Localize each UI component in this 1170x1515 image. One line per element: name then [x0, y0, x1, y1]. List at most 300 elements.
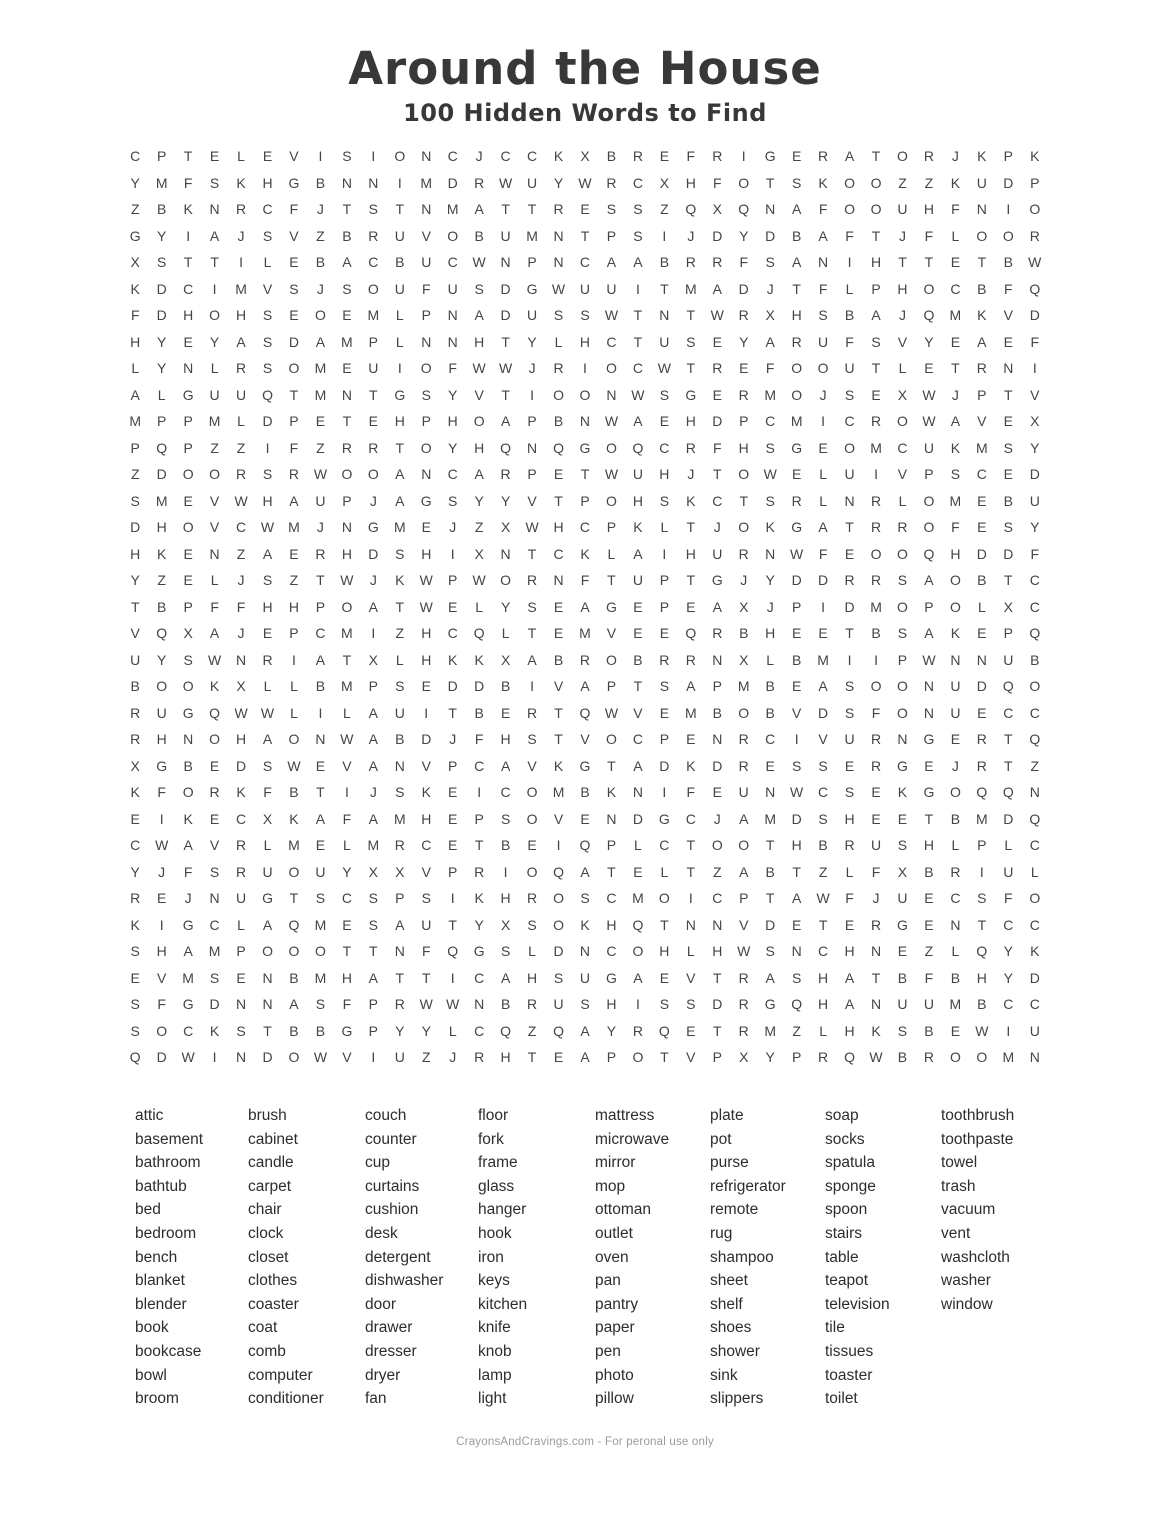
- grid-letter: D: [712, 227, 723, 244]
- grid-letter: N: [394, 757, 405, 774]
- grid-letter: R: [844, 572, 855, 589]
- grid-letter: R: [685, 254, 696, 271]
- word-search-grid-container: [122, 143, 1048, 1071]
- grid-letter: E: [977, 492, 987, 509]
- grid-letter: I: [371, 1049, 376, 1066]
- grid-letter: E: [950, 1022, 961, 1039]
- grid-letter: R: [685, 651, 696, 668]
- grid-letter: E: [448, 810, 458, 827]
- grid-letter: P: [924, 466, 934, 483]
- grid-letter: X: [130, 254, 140, 271]
- grid-letter: Q: [579, 704, 591, 721]
- grid-letter: E: [791, 148, 802, 165]
- grid-letter: L: [660, 519, 669, 536]
- grid-letter: G: [420, 492, 432, 509]
- grid-letter: Q: [473, 625, 485, 642]
- grid-letter: B: [342, 227, 352, 244]
- grid-letter: F: [1030, 545, 1040, 562]
- grid-letter: R: [659, 651, 670, 668]
- word-list-column: [478, 1104, 595, 1411]
- grid-letter: W: [340, 572, 354, 589]
- grid-letter: G: [526, 280, 538, 297]
- grid-letter: A: [633, 254, 643, 271]
- grid-letter: S: [977, 890, 987, 907]
- grid-letter: U: [897, 996, 908, 1013]
- grid-letter: N: [394, 943, 405, 960]
- page-title: Around the House: [348, 42, 822, 95]
- grid-letter: S: [1003, 519, 1013, 536]
- grid-letter: F: [1004, 890, 1013, 907]
- grid-letter: C: [447, 625, 458, 642]
- grid-letter: R: [818, 1049, 829, 1066]
- grid-letter: W: [313, 1049, 328, 1066]
- word-item: vacuum: [941, 1201, 996, 1219]
- grid-letter: H: [844, 810, 855, 827]
- grid-letter: B: [765, 678, 775, 695]
- grid-letter: H: [844, 1022, 855, 1039]
- word-item: brush: [248, 1107, 287, 1124]
- grid-letter: N: [579, 413, 591, 430]
- grid-letter: G: [182, 704, 194, 721]
- grid-letter: B: [553, 413, 564, 430]
- grid-letter: U: [527, 307, 538, 324]
- grid-letter: T: [263, 1022, 272, 1039]
- grid-letter: T: [316, 572, 325, 589]
- grid-letter: P: [871, 280, 881, 297]
- grid-letter: F: [448, 360, 457, 377]
- grid-letter: L: [898, 360, 907, 377]
- grid-letter: E: [130, 969, 140, 986]
- word-item: blanket: [135, 1272, 185, 1290]
- grid-letter: S: [686, 333, 696, 350]
- grid-letter: G: [897, 916, 908, 933]
- grid-letter: C: [1029, 572, 1040, 589]
- grid-letter: E: [421, 519, 431, 536]
- grid-letter: N: [606, 810, 617, 827]
- grid-letter: T: [845, 625, 854, 642]
- grid-letter: G: [791, 439, 803, 456]
- grid-letter: B: [553, 651, 564, 668]
- grid-letter: Y: [448, 439, 458, 456]
- word-item: socks: [825, 1130, 865, 1148]
- grid-letter: Z: [924, 174, 934, 191]
- word-item: television: [825, 1295, 890, 1313]
- grid-letter: H: [553, 519, 564, 536]
- word-item: chair: [248, 1201, 282, 1219]
- word-item: tile: [825, 1319, 845, 1337]
- grid-letter: B: [871, 625, 881, 642]
- grid-letter: J: [316, 201, 324, 218]
- grid-letter: B: [791, 651, 802, 668]
- grid-letter: L: [210, 572, 219, 589]
- grid-letter: Y: [1003, 969, 1013, 986]
- grid-letter: I: [741, 148, 746, 165]
- grid-letter: S: [765, 492, 775, 509]
- word-item: cup: [365, 1154, 390, 1172]
- grid-letter: N: [262, 996, 273, 1013]
- grid-letter: D: [818, 704, 829, 721]
- word-item: kitchen: [478, 1295, 528, 1313]
- grid-letter: D: [262, 413, 273, 430]
- grid-letter: P: [474, 810, 484, 827]
- grid-letter: T: [686, 360, 696, 377]
- grid-letter: R: [738, 969, 749, 986]
- grid-letter: E: [686, 731, 696, 748]
- grid-letter: S: [659, 492, 670, 509]
- grid-letter: I: [662, 227, 667, 244]
- grid-letter: T: [527, 201, 537, 218]
- grid-letter: R: [738, 386, 749, 403]
- grid-letter: T: [765, 174, 775, 191]
- grid-letter: B: [897, 1049, 908, 1066]
- word-item: clothes: [248, 1272, 298, 1290]
- grid-letter: O: [209, 307, 221, 324]
- grid-letter: F: [474, 731, 484, 748]
- grid-letter: V: [527, 757, 537, 774]
- grid-letter: Q: [447, 943, 459, 960]
- grid-letter: E: [448, 837, 458, 854]
- grid-letter: F: [951, 201, 960, 218]
- grid-letter: H: [685, 413, 696, 430]
- grid-letter: T: [501, 201, 510, 218]
- grid-letter: U: [897, 201, 908, 218]
- grid-letter: C: [421, 837, 432, 854]
- grid-letter: S: [659, 678, 670, 695]
- word-item: outlet: [595, 1224, 633, 1242]
- grid-letter: D: [738, 280, 749, 297]
- grid-letter: I: [503, 863, 508, 880]
- grid-letter: R: [235, 360, 247, 377]
- grid-letter: C: [1029, 916, 1040, 933]
- grid-letter: E: [315, 413, 326, 430]
- grid-letter: I: [847, 254, 852, 271]
- grid-letter: T: [951, 360, 960, 377]
- grid-letter: W: [737, 943, 751, 960]
- grid-letter: X: [739, 651, 749, 668]
- grid-letter: E: [659, 148, 670, 165]
- grid-letter: V: [421, 757, 431, 774]
- grid-letter: N: [791, 943, 802, 960]
- grid-letter: Y: [421, 1022, 431, 1039]
- grid-letter: K: [580, 545, 590, 562]
- grid-letter: A: [527, 651, 537, 668]
- grid-letter: E: [448, 598, 458, 615]
- grid-letter: J: [951, 757, 959, 774]
- grid-letter: J: [713, 519, 721, 536]
- word-item: bench: [135, 1248, 178, 1266]
- grid-letter: D: [553, 943, 564, 960]
- grid-letter: N: [844, 492, 855, 509]
- grid-letter: S: [500, 943, 511, 960]
- grid-letter: K: [950, 439, 961, 456]
- grid-letter: T: [501, 386, 510, 403]
- grid-letter: D: [421, 731, 432, 748]
- grid-letter: K: [950, 174, 961, 191]
- grid-letter: P: [1003, 625, 1013, 642]
- grid-letter: P: [157, 148, 167, 165]
- grid-letter: C: [1003, 996, 1014, 1013]
- grid-letter: T: [765, 890, 775, 907]
- grid-letter: V: [897, 333, 908, 350]
- word-list-column: [365, 1104, 478, 1411]
- grid-letter: T: [474, 837, 484, 854]
- grid-letter: O: [500, 572, 512, 589]
- grid-letter: A: [395, 916, 405, 933]
- grid-letter: D: [976, 678, 987, 695]
- grid-letter: Y: [739, 227, 749, 244]
- grid-letter: M: [182, 969, 194, 986]
- grid-letter: P: [315, 598, 326, 615]
- grid-letter: I: [847, 651, 852, 668]
- grid-letter: S: [897, 837, 908, 854]
- grid-letter: P: [606, 227, 617, 244]
- grid-letter: Y: [765, 1049, 775, 1066]
- grid-letter: E: [977, 704, 987, 721]
- grid-letter: S: [897, 572, 908, 589]
- grid-letter: M: [288, 519, 300, 536]
- word-item: broom: [135, 1390, 179, 1408]
- grid-letter: R: [209, 784, 220, 801]
- grid-letter: C: [659, 439, 670, 456]
- grid-letter: H: [130, 545, 141, 562]
- grid-letter: G: [711, 572, 723, 589]
- grid-letter: K: [130, 916, 140, 933]
- grid-letter: Q: [1029, 625, 1041, 642]
- grid-letter: V: [342, 757, 352, 774]
- grid-letter: S: [527, 598, 537, 615]
- grid-letter: D: [844, 598, 855, 615]
- grid-letter: L: [237, 916, 245, 933]
- grid-letter: O: [949, 572, 961, 589]
- grid-letter: V: [289, 148, 299, 165]
- grid-letter: K: [130, 280, 140, 297]
- grid-letter: E: [289, 545, 299, 562]
- grid-letter: P: [289, 413, 299, 430]
- grid-letter: H: [738, 439, 749, 456]
- grid-letter: P: [368, 678, 378, 695]
- grid-letter: Q: [209, 704, 221, 721]
- grid-letter: S: [395, 545, 405, 562]
- grid-letter: H: [791, 307, 802, 324]
- grid-letter: A: [686, 678, 696, 695]
- word-item: microwave: [595, 1130, 670, 1148]
- grid-letter: H: [421, 651, 432, 668]
- grid-letter: C: [1029, 837, 1040, 854]
- grid-letter: A: [950, 413, 961, 430]
- grid-letter: O: [182, 519, 194, 536]
- grid-letter: E: [580, 810, 590, 827]
- grid-letter: N: [1003, 360, 1014, 377]
- grid-letter: U: [950, 678, 961, 695]
- word-item: detergent: [365, 1248, 431, 1266]
- grid-letter: A: [368, 598, 378, 615]
- grid-letter: R: [235, 837, 247, 854]
- grid-letter: D: [156, 307, 167, 324]
- grid-letter: V: [1003, 307, 1013, 324]
- grid-letter: I: [556, 837, 561, 854]
- grid-letter: Y: [157, 651, 167, 668]
- grid-letter: Q: [923, 307, 935, 324]
- grid-letter: K: [686, 757, 696, 774]
- grid-letter: A: [315, 651, 326, 668]
- grid-letter: O: [1029, 201, 1041, 218]
- grid-letter: C: [632, 174, 643, 191]
- grid-letter: P: [659, 572, 670, 589]
- grid-letter: T: [1004, 386, 1013, 403]
- word-item: remote: [710, 1201, 759, 1219]
- grid-letter: R: [553, 201, 564, 218]
- grid-letter: B: [130, 678, 140, 695]
- grid-letter: Q: [1002, 784, 1014, 801]
- grid-letter: N: [712, 731, 723, 748]
- grid-letter: C: [685, 810, 696, 827]
- grid-letter: N: [818, 254, 829, 271]
- grid-letter: J: [766, 280, 774, 297]
- grid-letter: A: [633, 969, 643, 986]
- grid-letter: U: [923, 439, 934, 456]
- grid-letter: R: [976, 731, 987, 748]
- grid-letter: T: [924, 810, 934, 827]
- grid-letter: P: [527, 413, 537, 430]
- grid-letter: R: [791, 492, 802, 509]
- grid-letter: E: [686, 1022, 696, 1039]
- grid-letter: O: [844, 439, 855, 456]
- grid-letter: C: [712, 890, 723, 907]
- word-item: toaster: [825, 1366, 873, 1384]
- grid-letter: I: [424, 704, 429, 721]
- grid-letter: T: [527, 625, 537, 642]
- grid-letter: K: [765, 519, 775, 536]
- grid-letter: B: [157, 201, 167, 218]
- grid-letter: P: [368, 1022, 378, 1039]
- grid-letter: F: [157, 784, 166, 801]
- grid-letter: I: [821, 598, 826, 615]
- grid-letter: T: [210, 254, 219, 271]
- grid-letter: O: [288, 943, 300, 960]
- grid-letter: A: [395, 492, 405, 509]
- grid-letter: Z: [316, 227, 325, 244]
- grid-letter: K: [977, 148, 987, 165]
- grid-letter: A: [818, 678, 828, 695]
- grid-letter: V: [553, 810, 564, 827]
- grid-letter: T: [660, 1049, 669, 1066]
- grid-letter: Z: [421, 1049, 431, 1066]
- grid-letter: E: [421, 678, 431, 695]
- grid-letter: G: [156, 757, 168, 774]
- grid-letter: J: [316, 280, 324, 297]
- grid-letter: R: [500, 466, 511, 483]
- grid-letter: H: [844, 943, 855, 960]
- grid-letter: R: [262, 651, 273, 668]
- grid-letter: P: [236, 943, 246, 960]
- grid-letter: M: [314, 386, 327, 403]
- grid-letter: D: [235, 757, 247, 774]
- grid-letter: F: [289, 201, 299, 218]
- grid-letter: H: [579, 333, 591, 350]
- grid-letter: S: [765, 943, 775, 960]
- grid-letter: A: [844, 148, 855, 165]
- grid-letter: Y: [130, 572, 140, 589]
- grid-letter: N: [553, 227, 564, 244]
- grid-letter: U: [579, 969, 591, 986]
- grid-letter: V: [209, 837, 220, 854]
- grid-letter: E: [977, 625, 987, 642]
- grid-letter: V: [209, 492, 220, 509]
- grid-letter: D: [288, 333, 300, 350]
- grid-letter: E: [183, 333, 193, 350]
- grid-letter: E: [659, 969, 670, 986]
- grid-letter: I: [212, 1049, 217, 1066]
- grid-letter: E: [950, 731, 961, 748]
- grid-letter: I: [874, 651, 878, 668]
- grid-letter: O: [844, 201, 855, 218]
- grid-letter: H: [474, 333, 485, 350]
- grid-letter: E: [924, 360, 934, 377]
- grid-letter: I: [662, 545, 667, 562]
- grid-letter: L: [898, 492, 907, 509]
- grid-letter: X: [739, 1049, 749, 1066]
- grid-letter: J: [237, 625, 245, 642]
- grid-letter: W: [604, 413, 619, 430]
- grid-letter: H: [421, 810, 432, 827]
- grid-letter: O: [341, 466, 353, 483]
- grid-letter: A: [474, 201, 484, 218]
- grid-letter: K: [1030, 943, 1040, 960]
- grid-letter: O: [367, 280, 379, 297]
- grid-letter: P: [924, 598, 934, 615]
- word-item: slippers: [710, 1390, 764, 1408]
- grid-letter: O: [420, 360, 432, 377]
- word-item: frame: [478, 1154, 518, 1172]
- grid-letter: A: [844, 996, 855, 1013]
- grid-letter: P: [130, 439, 140, 456]
- grid-letter: W: [1028, 254, 1042, 271]
- grid-letter: R: [738, 545, 749, 562]
- grid-letter: F: [924, 969, 934, 986]
- word-item: shampoo: [710, 1248, 774, 1266]
- grid-letter: C: [632, 360, 643, 377]
- grid-letter: S: [791, 969, 802, 986]
- grid-letter: O: [394, 148, 406, 165]
- grid-letter: O: [288, 360, 300, 377]
- grid-letter: A: [791, 254, 802, 271]
- grid-letter: Q: [685, 625, 697, 642]
- grid-letter: T: [765, 837, 775, 854]
- grid-letter: D: [791, 810, 802, 827]
- word-item: knife: [478, 1319, 511, 1337]
- grid-letter: N: [421, 333, 432, 350]
- grid-letter: H: [791, 837, 802, 854]
- grid-letter: U: [368, 360, 379, 377]
- word-item: toilet: [825, 1390, 858, 1408]
- grid-letter: Q: [553, 1022, 564, 1039]
- grid-letter: G: [182, 996, 194, 1013]
- grid-letter: U: [659, 333, 670, 350]
- grid-letter: I: [530, 678, 535, 695]
- grid-letter: O: [606, 731, 617, 748]
- grid-letter: R: [870, 916, 882, 933]
- grid-letter: S: [262, 757, 273, 774]
- grid-letter: O: [897, 413, 908, 430]
- grid-letter: R: [791, 333, 802, 350]
- grid-letter: W: [313, 466, 328, 483]
- grid-letter: J: [449, 731, 457, 748]
- grid-letter: F: [210, 598, 219, 615]
- word-item: counter: [365, 1130, 417, 1148]
- grid-letter: K: [236, 784, 246, 801]
- grid-letter: O: [897, 545, 908, 562]
- grid-letter: W: [551, 280, 566, 297]
